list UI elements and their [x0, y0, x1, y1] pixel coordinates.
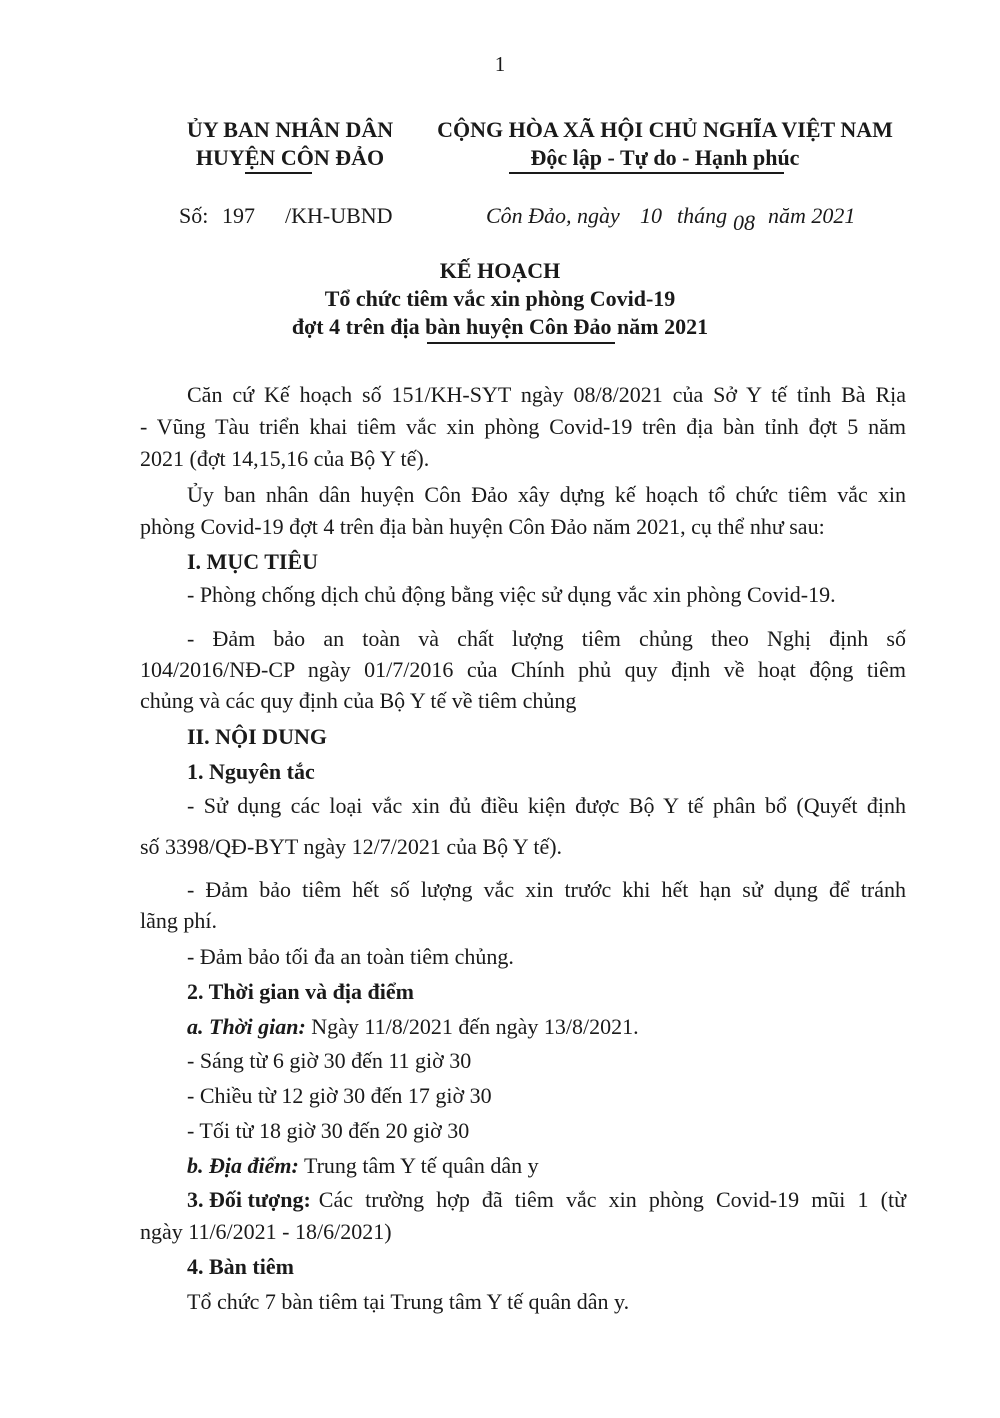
date-month: 08 — [733, 210, 755, 235]
national-title: CỘNG HÒA XÃ HỘI CHỦ NGHĨA VIỆT NAM — [437, 117, 893, 142]
subsection-3-value-line-1: Các trường hợp đã tiêm vắc xin phòng Covid-19 mũi 1 (từ — [318, 1187, 906, 1212]
date-month-label: tháng — [677, 203, 728, 228]
section-1-item-2-line-3: chủng và các quy định của Bộ Y tế về tiêm chủng — [140, 688, 577, 713]
time-slot-evening: - Tối từ 18 giờ 30 đến 20 giờ 30 — [187, 1118, 470, 1143]
time-value: Ngày 11/8/2021 đến ngày 13/8/2021. — [311, 1014, 639, 1039]
subsection-4-text: Tổ chức 7 bàn tiêm tại Trung tâm Y tế quân dân y. — [187, 1289, 630, 1314]
subsection-3-value-line-2: ngày 11/6/2021 - 18/6/2021) — [140, 1219, 392, 1244]
subsection-1-heading: 1. Nguyên tắc — [187, 759, 315, 784]
document-number: 197 — [222, 203, 255, 228]
issuer-line1: ỦY BAN NHÂN DÂN — [186, 117, 394, 142]
national-motto: Độc lập - Tự do - Hạnh phúc — [530, 145, 800, 170]
section-1-item-2-line-2: 104/2016/NĐ-CP ngày 01/7/2016 của Chính phủ quy định về hoạt động tiêm — [140, 657, 906, 682]
date-year: năm 2021 — [768, 203, 856, 228]
page-number: 1 — [494, 52, 506, 76]
document-subtitle-2: đợt 4 trên địa bàn huyện Côn Đảo năm 2021 — [291, 314, 709, 339]
subsection-4-heading: 4. Bàn tiêm — [187, 1254, 294, 1279]
principle-2-line-2: lãng phí. — [140, 908, 217, 933]
motto-underline — [509, 172, 784, 174]
time-slot-afternoon: - Chiều từ 12 giờ 30 đến 17 giờ 30 — [187, 1083, 492, 1108]
time-label: a. Thời gian: — [187, 1014, 306, 1039]
section-1-item-1: - Phòng chống dịch chủ động bằng việc sử dụng vắc xin phòng Covid-19. — [187, 582, 836, 607]
section-1-heading: I. MỤC TIÊU — [187, 549, 319, 574]
issuer-line2: HUYỆN CÔN ĐẢO — [195, 145, 385, 170]
intro-paragraph-2-line-1: Ủy ban nhân dân huyện Côn Đảo xây dựng kế hoạch tổ chức tiêm vắc xin — [187, 482, 906, 507]
document-type-title: KẾ HOẠCH — [439, 258, 561, 283]
intro-paragraph-1-line-1: Căn cứ Kế hoạch số 151/KH-SYT ngày 08/8/2021 của Sở Y tế tỉnh Bà Rịa — [187, 382, 906, 407]
principle-1-line-2: số 3398/QĐ-BYT ngày 12/7/2021 của Bộ Y tế). — [140, 834, 563, 859]
section-1-item-2-line-1: - Đảm bảo an toàn và chất lượng tiêm chủng theo Nghị định số — [187, 626, 906, 651]
intro-paragraph-1-line-3: 2021 (đợt 14,15,16 của Bộ Y tế). — [140, 446, 430, 471]
target-line-1 — [187, 1187, 906, 1213]
document-number-label: Số: — [179, 203, 209, 228]
title-underline — [427, 342, 615, 344]
document-number-suffix: /KH-UBND — [285, 203, 393, 228]
intro-paragraph-1-line-2: - Vũng Tàu triển khai tiêm vắc xin phòng Covid-19 trên địa bàn tỉnh đợt 5 năm — [140, 414, 906, 439]
time-slot-morning: - Sáng từ 6 giờ 30 đến 11 giờ 30 — [187, 1048, 472, 1073]
time-line — [187, 1014, 639, 1040]
principle-2-line-1: - Đảm bảo tiêm hết số lượng vắc xin trước khi hết hạn sử dụng để tránh — [187, 877, 906, 902]
document-subtitle-1: Tổ chức tiêm vắc xin phòng Covid-19 — [324, 286, 676, 311]
principle-3: - Đảm bảo tối đa an toàn tiêm chủng. — [187, 944, 514, 969]
place-value: Trung tâm Y tế quân dân y — [303, 1153, 539, 1178]
principle-1-line-1: - Sử dụng các loại vắc xin đủ điều kiện được Bộ Y tế phân bổ (Quyết định — [187, 793, 906, 818]
subsection-2-heading: 2. Thời gian và địa điểm — [187, 979, 414, 1004]
subsection-3-label: 3. Đối tượng: — [187, 1187, 311, 1212]
issuer-underline — [245, 172, 312, 174]
place-date-prefix: Côn Đảo, ngày — [486, 203, 620, 228]
section-2-heading: II. NỘI DUNG — [187, 724, 327, 749]
intro-paragraph-2-line-2: phòng Covid-19 đợt 4 trên địa bàn huyện Côn Đảo năm 2021, cụ thể như sau: — [140, 514, 825, 539]
date-day: 10 — [640, 203, 662, 228]
place-line — [187, 1153, 539, 1179]
place-label: b. Địa điểm: — [187, 1153, 299, 1178]
